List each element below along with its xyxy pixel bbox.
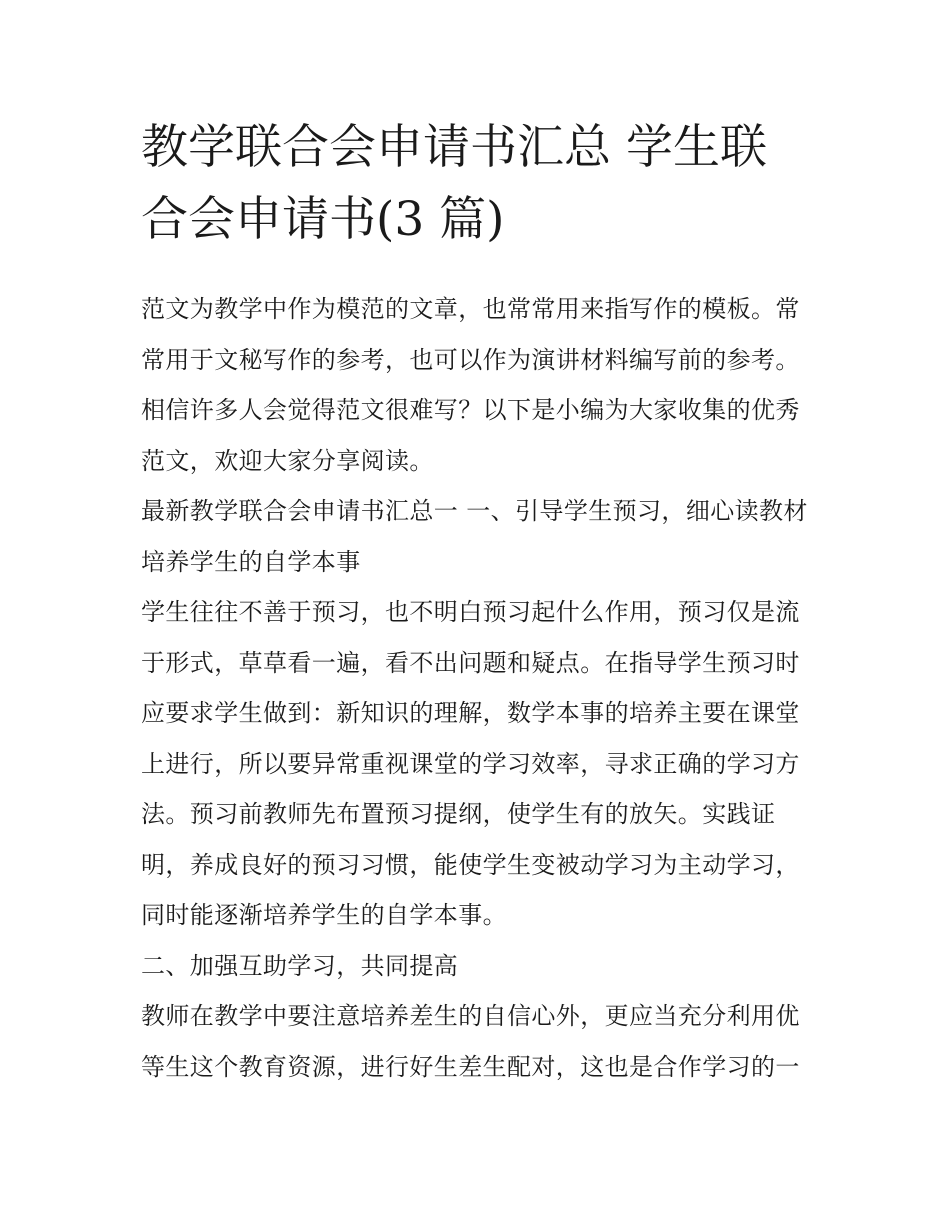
body-paragraph-2: 教师在教学中要注意培养差生的自信心外，更应当充分利用优等生这个教育资源，进行好生差生配对，这也是合作学习的一 xyxy=(141,1002,800,1081)
section-heading-2: 二、加强互助学习，共同提高 xyxy=(141,951,459,980)
document-title: 教学联合会申请书汇总 学生联合会申请书(3 篇) xyxy=(141,120,767,247)
intro-paragraph: 范文为教学中作为模范的文章，也常常用来指写作的模板。常常用于文秘写作的参考，也可以作为演讲材料编写前的参考。相信许多人会觉得范文很难写？以下是小编为大家收集的优秀范文，欢迎大家分享阅读。 xyxy=(141,295,800,475)
section-heading-1: 最新教学联合会申请书汇总一 一、引导学生预习，细心读教材培养学生的自学本事 xyxy=(141,497,808,576)
body-paragraph-1: 学生往往不善于预习，也不明白预习起什么作用，预习仅是流于形式，草草看一遍，看不出问题和疑点。在指导学生预习时应要求学生做到：新知识的理解，数学本事的培养主要在课堂上进行，所以要异常重视课堂的学习效率，寻求正确的学习方法。预习前教师先布置预习提纲，使学生有的放矢。实践证明，养成良好的预习习惯，能使学生变被动学习为主动学习，同时能逐渐培养学生的自学本事。 xyxy=(141,598,800,929)
document-page xyxy=(141,112,813,1092)
